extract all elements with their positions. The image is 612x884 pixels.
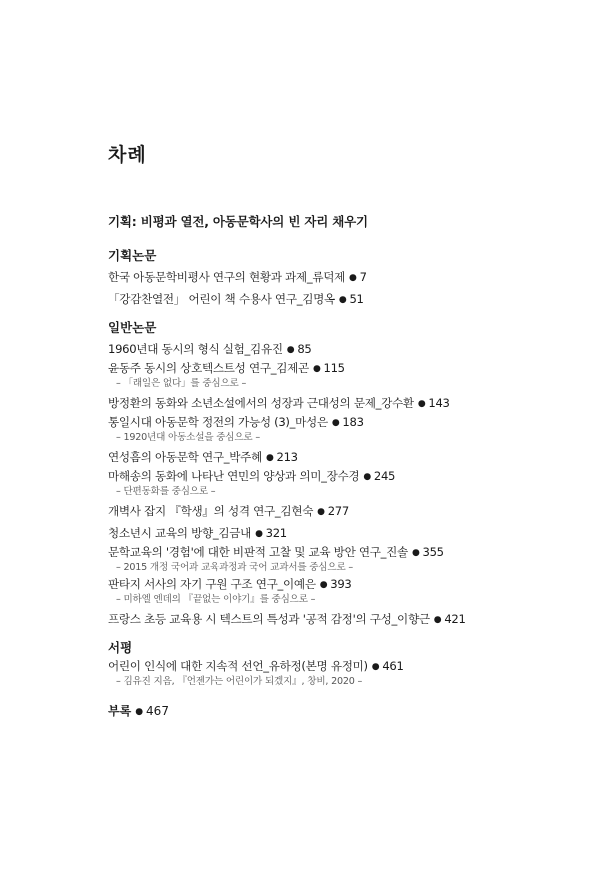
toc-entry[interactable] <box>108 360 578 377</box>
entry-page: 245 <box>373 469 396 483</box>
toc-entry[interactable] <box>108 338 578 360</box>
toc-entry[interactable] <box>108 522 578 544</box>
entry-title: 통일시대 아동문학 정전의 가능성 (3)_마성은 <box>108 415 328 429</box>
bullet-icon: ● <box>417 399 426 409</box>
toc-entry[interactable] <box>108 288 578 310</box>
entry-subtitle: – 「래일은 없다」를 중심으로 – <box>116 378 247 389</box>
toc-entry[interactable] <box>108 500 578 522</box>
entry-subtitle: – 2015 개정 국어과 교육과정과 국어 교과서를 중심으로 – <box>116 562 353 573</box>
entry-title: 어린이 인식에 대한 지속적 선언_유하정(본명 유정미) <box>108 659 368 673</box>
toc-entry[interactable] <box>108 414 578 431</box>
bullet-icon: ● <box>338 295 347 305</box>
entry-title: 마해송의 동화에 나타난 연민의 양상과 의미_장수경 <box>108 469 360 483</box>
toc-entry[interactable] <box>108 392 578 414</box>
entry-page: 85 <box>297 342 312 356</box>
toc-entry[interactable] <box>108 658 578 675</box>
section-heading: 기획논문 <box>108 248 157 263</box>
entry-page: 7 <box>359 270 367 284</box>
entry-page: 277 <box>327 504 349 518</box>
entry-title: 방정환의 동화와 소년소설에서의 성장과 근대성의 문제_강수환 <box>108 396 414 410</box>
entry-title: 윤동주 동시의 상호텍스트성 연구_김제곤 <box>108 361 309 375</box>
entry-title: 프랑스 초등 교육용 시 텍스트의 특성과 '공적 감정'의 구성_이향근 <box>108 612 430 626</box>
entry-title: 문학교육의 '경험'에 대한 비판적 고찰 및 교육 방안 연구_진솔 <box>108 545 408 559</box>
bullet-icon: ● <box>319 580 328 590</box>
bullet-icon: ● <box>349 273 357 283</box>
toc-entry-appendix[interactable] <box>108 700 578 722</box>
toc-entry[interactable] <box>108 576 578 593</box>
toc-entry[interactable] <box>108 266 578 288</box>
bullet-icon: ● <box>265 453 274 463</box>
entry-title: 청소년시 교육의 방향_김금내 <box>108 526 252 540</box>
bullet-icon: ● <box>371 662 380 672</box>
bullet-icon: ● <box>363 472 371 482</box>
entry-subtitle: – 김유진 지음, 『언젠가는 어린이가 되겠지』, 창비, 2020 – <box>116 676 363 687</box>
bullet-icon: ● <box>255 529 263 539</box>
entry-page: 213 <box>276 450 298 464</box>
entry-title: 한국 아동문학비평사 연구의 현황과 과제_류덕제 <box>108 270 346 284</box>
toc-content <box>108 246 578 722</box>
section-heading: 서평 <box>108 640 133 655</box>
entry-page: 461 <box>382 659 404 673</box>
entry-page: 355 <box>422 545 444 559</box>
bullet-icon: ● <box>286 345 295 355</box>
toc-entry[interactable] <box>108 468 578 485</box>
bullet-icon: ● <box>433 615 442 625</box>
bullet-icon: ● <box>135 707 144 717</box>
appendix-label: 부록 <box>108 704 132 718</box>
entry-subtitle: – 미하엘 엔데의 『끝없는 이야기』를 중심으로 – <box>116 594 316 605</box>
entry-title: 개벽사 잡지 『학생』의 성격 연구_김현숙 <box>108 504 314 518</box>
entry-page: 421 <box>444 612 466 626</box>
entry-subtitle: – 단편동화를 중심으로 – <box>116 486 216 497</box>
bullet-icon: ● <box>411 548 420 558</box>
feature-title: 기획: 비평과 열전, 아동문학사의 빈 자리 채우기 <box>108 214 368 229</box>
bullet-icon: ● <box>331 418 340 428</box>
entry-page: 51 <box>349 292 364 306</box>
section-heading: 일반논문 <box>108 320 157 335</box>
bullet-icon: ● <box>312 364 321 374</box>
entry-title: 1960년대 동시의 형식 실험_김유진 <box>108 342 283 356</box>
entry-page: 115 <box>323 361 345 375</box>
entry-page: 321 <box>265 526 287 540</box>
entry-page: 183 <box>342 415 364 429</box>
toc-entry[interactable] <box>108 544 578 561</box>
bullet-icon: ● <box>317 507 325 517</box>
entry-page: 143 <box>428 396 450 410</box>
entry-title: 연성흠의 아동문학 연구_박주혜 <box>108 450 262 464</box>
toc-entry[interactable] <box>108 446 578 468</box>
entry-subtitle: – 1920년대 아동소설을 중심으로 – <box>116 432 260 443</box>
toc-entry[interactable] <box>108 608 578 630</box>
page-title: 차례 <box>108 144 147 166</box>
entry-title: 「강감찬열전」 어린이 책 수용사 연구_김명옥 <box>108 292 335 306</box>
entry-page: 393 <box>330 577 352 591</box>
entry-page: 467 <box>146 704 169 718</box>
entry-title: 판타지 서사의 자기 구원 구조 연구_이예은 <box>108 577 316 591</box>
